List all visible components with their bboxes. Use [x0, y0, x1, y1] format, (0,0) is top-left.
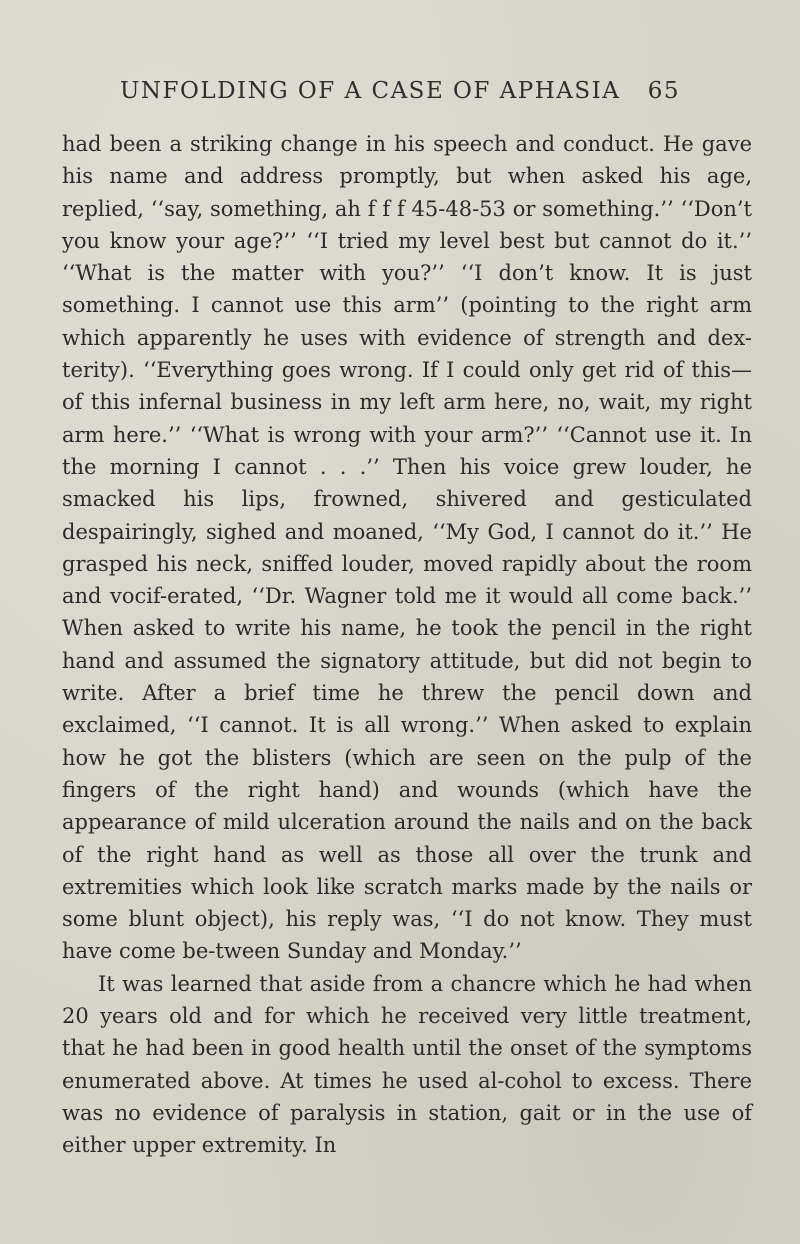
body-text: [62, 128, 752, 1162]
running-title: UNFOLDING OF A CASE OF APHASIA: [120, 78, 621, 104]
paragraph-2: It was learned that aside from a chancre which he had when 20 years old and for which he received very little treatment, that he had been in good health until the onset of the symptoms enumerated above. At times he used al-cohol to excess. There was no evidence of paralysis in station, gait or in the use of either upper extremity. In: [62, 971, 752, 1158]
paragraph-1: had been a striking change in his speech and conduct. He gave his name and address promptly, but when asked his age, replied, ‘‘say, something, ah f f f 45-48-53 or something.’’ ‘‘Don’t you know your age?’’ ‘‘I tried my level best but cannot do it.’’ ‘‘What is the matter with you?’’ ‘‘I don’t know. It is just something. I cannot use this arm’’ (pointing to the right arm which apparently he uses with evidence of strength and dex-terity). ‘‘Everything goes wrong. If I could only get rid of this—of this infernal business in my left arm here, no, wait, my right arm here.’’ ‘‘What is wrong with your arm?’’ ‘‘Cannot use it. In the morning I cannot . . .’’ Then his voice grew louder, he smacked his lips, frowned, shivered and gesticulated despairingly, sighed and moaned, ‘‘My God, I cannot do it.’’ He grasped his neck, sniffed louder, moved rapidly about the room and vocif-erated, ‘‘Dr. Wagner told me it would all come back.’’ When asked to write his name, he took the pencil in the right hand and assumed the signatory attitude, but did not begin to write. After a brief time he threw the pencil down and exclaimed, ‘‘I cannot. It is all wrong.’’ When asked to explain how he got the blisters (which are seen on the pulp of the fingers of the right hand) and wounds (which have the appearance of mild ulceration around the nails and on the back of the right hand as well as those all over the trunk and extremities which look like scratch marks made by the nails or some blunt object), his reply was, ‘‘I do not know. They must have come be-tween Sunday and Monday.’’: [62, 132, 752, 964]
running-header: [120, 78, 680, 104]
page-number: 65: [647, 78, 680, 104]
